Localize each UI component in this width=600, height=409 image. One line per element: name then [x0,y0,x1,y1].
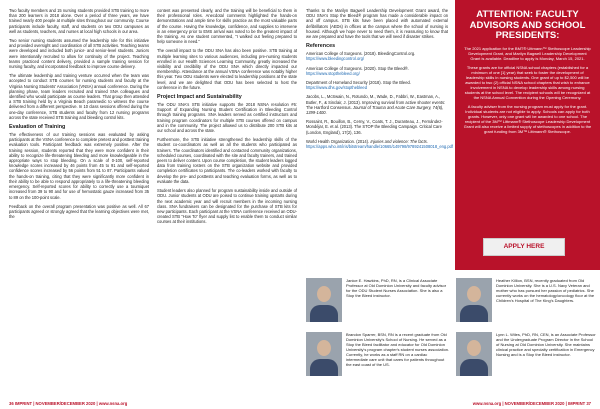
reference-link[interactable]: https://www.stopthebleed.org/ [306,70,360,76]
author-photo [306,332,342,376]
sidebar-paragraph: These grants are for official NSNA school chapters (established for a minimum of one [1] year) that seek to foster the development of leadership skills in nursing students. One grant of up to $2,500 will be awarded to two (2) official NSNA school chapters that wish to enhance involvement in NSNA to develop leadership skills among nursing students at the school level. The recipient schools will be recognized at the NSNA Annual Convention during the Opening Ceremony. [464,64,591,100]
author-photo [306,278,342,322]
author-bio-brandon: Brandon Sparrer, BSN, RN is a recent graduate from Old Dominion University's School of Nursing. He served as a Stop the Bleed facilitator and educator for Old Dominion University's program chapter's student nurses association. Currently, he works as a staff RN on a cardiac intermediate care unit that cares for patients throughout the east coast of the US. [346,332,450,367]
reference-link[interactable]: https://www.dhs.gov/stopthebleed [306,85,367,91]
column-middle [157,8,297,229]
paragraph: content was presented clearly, and the training will be beneficial to them in their professional roles. Anecdotal comments highlighted the hands-on demonstrations and ample time for skills practice as the most valuable parts of the course. Having the knowledge, confidence, and supplies to intervene in an emergency prior to EMS arrival was noted to be the greatest impact of the training. As one student commented, "I walked out feeling prepared to help someone in need." [157,8,297,45]
sidebar-title: ATTENTION: FACULTY ADVISORS AND SCHOOL PRESIDENTS: [469,9,586,41]
page-footer [0,399,600,409]
reference-item: American College of Surgeons. (2020). Stop the Bleed®. https://www.stopthebleed.org/ [306,65,409,76]
author-bio-janice: Janice E. Hawkins, PhD, RN, is a Clinical Associate Professor at Old Dominion University and faculty advisor for the ODU Student Nurses Association. She is also a Stop the Bleed instructor. [346,278,447,298]
section-heading-impact: Project Impact and Sustainability [157,94,242,101]
author-photo [456,278,492,322]
footer-left: 36 IMPRINT | NOVEMBER/DECEMBER 2020 | www.nsna.org [9,401,128,406]
footer-right: www.nsna.org | NOVEMBER/DECEMBER 2020 | IMPRINT 37 [472,401,591,406]
paragraph: The effectiveness of our training sessions was evaluated by asking participants at the VSNA conference to complete pretest and posttest training evaluation tools. Participant feedback was extremely positive. After the training session, students reported that they were more confident in their ability to recognize life-threatening bleeding and more knowledgeable in the appropriate ways to stop bleeding. On a scale of 0-100, self-reported knowledge scores increased by 46 points from 45 to 91 and self-reported confidence scores increased by 56 points from 51 to 87. Participants valued the hands-on training, citing that they were significantly more confident in their ability to be able to respond appropriately to a life-threatening bleeding emergency. Self-reported scores for ability to correctly use a tourniquet increased from 39 to 90 and for use of hemostatic gauze increased from 35 to 89 on the 100-point scale. [9,132,149,200]
reference-item: Jacobs, L., McSwain, N., Rotundo, M., Wade, D., Fabbri, W., Eastman, A., Butler, F., & Sinclair, J. (2013). Improving survival from active shooter events: The Hartford Consensus. Journal of Trauma and Acute Care Surgery, 74(6), 1399-1400. [306,94,446,116]
author-bio-lynn: Lynn L. Wiles, PhD, RN, CEN, is an Associate Professor and the Undergraduate Program Director in the School of Nursing at Old Dominion University. She maintains clinical practice and specialty certification in Emergency Nursing and is a Stop the Bleed instructor. [496,332,596,357]
paragraph: The overall impact to the ODU SNA has also been positive. STB training at multiple learning sites to various audiences, including pre-nursing students enrolled in our Health Sciences Learning Community, greatly increased the visibility and credibility of the ODU SNA which directly impacted our membership. Attendance at the annual VSNA conference was notably higher this year. Two ODU students were elected to leadership positions at the state level, and we are delighted that ODU has been selected to host the conference in the future. [157,48,297,90]
paragraph: The ultimate leadership and training venture occurred when the team was accepted to conduct STB courses for nursing students and faculty at the Virginia Nursing Students' Association (VNSA) annual conference. During the planning phase, team leaders recruited and trained SNA colleagues and identified who would participate as course leaders. That group then attended a STB training held by a Virginia Beach paramedic to witness the course delivered from a different perspective. In 10 class sessions offered during the one-day conference, STB students and faculty from 12 nursing programs across the state received STB training and bleeding control kits. [9,73,149,120]
reference-link[interactable]: https://www.bleedingcontrol.org/ [306,56,365,62]
section-heading-evaluation: Evaluation of Training [9,124,66,131]
paragraph: Furthermore, the STB initiative strengthened the leadership skills of the student co-coordinators as well as all the students who participated as trainers. The coordinators identified and contacted community organizations, scheduled courses, coordinated with the site and faculty trainers, and trained peers to deliver content. Upon course completion, the student leaders logged data from training rosters on the STB organization website and provided completion certificates to participants. The co-leaders worked with faculty to develop the pre- and posttests and teaching evaluation forms, as well as to evaluate the data. [157,137,297,184]
paragraph: The ODU SNA's STB initiative supports the 2018 NSNA resolution #6: Support of Expanding Nursing Student Certification in Bleeding Control through training programs. SNA leaders served as certified instructors and training program coordinators for multiple STB courses offered on campus and in the community. The project allowed us to distribute 200 STB kits at our school and across the state. [157,102,297,134]
reference-link[interactable]: https://apps.who.int/iris/bitstream/handle/10665/149798/9789241508018_eng.pdf [306,144,454,150]
reference-item: Rossaint, R., Bouillon, B., Cerny, V., Coats, T. J., Duranteau, J., Fernández-Mondéjar, E. et al. (2013). The STOP the Bleeding Campaign. Critical Care (London, England), 17(2), 136. [306,119,443,135]
author-bio-heather: Heather Killion, BSN, recently graduated from Old Dominion University. She is a U.S. Navy Veteran and mother who has pursued her passion of pediatrics. She currently works on the hematology/oncology floor at the Children's Hospital of The King's Daughters. [496,278,595,303]
sidebar-paragraph: The 2021 application for the BMT® Uttmann™ Stethoscope Leadership Development Grant, and Marilyn Bagwell Leadership Development Grant is available. Deadline to apply is Monday, March 15, 2021. [464,45,591,61]
sidebar-paragraph: A faculty adviser from the nursing program must apply for the grant. Individual students are not eligible to apply. Schools can apply for both grants. However, only one grant will be awarded to one school. The recipient of the 3M™ Littmann® Stethoscope Leadership Development Grant will also receive a limited supply of stethoscopes in addition to the grant funding from 3M™ Littmann® Stethoscope. [463,103,592,134]
paragraph: Student leaders also planned for program sustainability inside and outside of ODU. Junior students at ODU are poised to continue training upstarts during the next academic year and will recruit members in the incoming nursing class. SNA fundraisers can be designated for the purchase of STB kits for new participants. Each participant at the VSNA conference received an ODU-created STB "How To" flyer and supply list to enable them to conduct similar courses at their institutions. [157,188,297,225]
apply-here-button[interactable]: APPLY HERE [483,238,565,256]
reference-item: Department of Homeland Security (2018). Stop the Bleed. https://www.dhs.gov/stopthebleed [306,80,411,91]
column-right [306,8,454,153]
reference-item: World Health Organization. (2014). Injuries and violence: The facts. https://apps.who.int/iris/bitstream/handle/10665/149798/9789241508018_eng.pdf [306,138,454,150]
paragraph: Thanks to the Marilyn Bagwell Leadership Development Grant award, the ODU SNA's Stop the Bleed® program has made a considerable impact on and off campus. STB kits have been placed with automated external defibrillators (AEDs) in offices at the campus where the school of nursing is housed. Although we hope never to need them, it is reassuring to know that we are prepared and have the tools that we will need if disaster strikes. [306,8,448,40]
grant-announcement-sidebar [455,0,600,270]
paragraph: Two faculty members and 15 nursing students provided STB training to more than 200 learners in 2018 alone. Over a period of three years, we have trained nearly 400 people at multiple sites throughout our community. Course participants include faculty, staff, and students on two ODU campuses as well as students, teachers, and nurses at local high schools in our area. [9,8,149,34]
section-heading-references: References [306,43,336,50]
reference-item: American College of Surgeons. (2018). BleedingControl.org. https://www.bleedingcontrol.org/ [306,51,416,62]
paragraph: Feedback on the overall program presentation was positive as well. All 67 participants agreed or strongly agreed that the learning objectives were met, the [9,203,149,220]
author-photo [456,332,492,376]
column-left [9,8,149,223]
paragraph: Two senior nursing students assumed the leadership role for this initiative and provided oversight and coordination of all STB activities. Teaching teams were developed and included both junior- and senior-level students. Juniors were intentionally recruited to allow for continuity of the project. Teaching teams practiced content delivery, provided a sample training session for nursing faculty, and incorporated feedback to improve course delivery. [9,38,149,70]
